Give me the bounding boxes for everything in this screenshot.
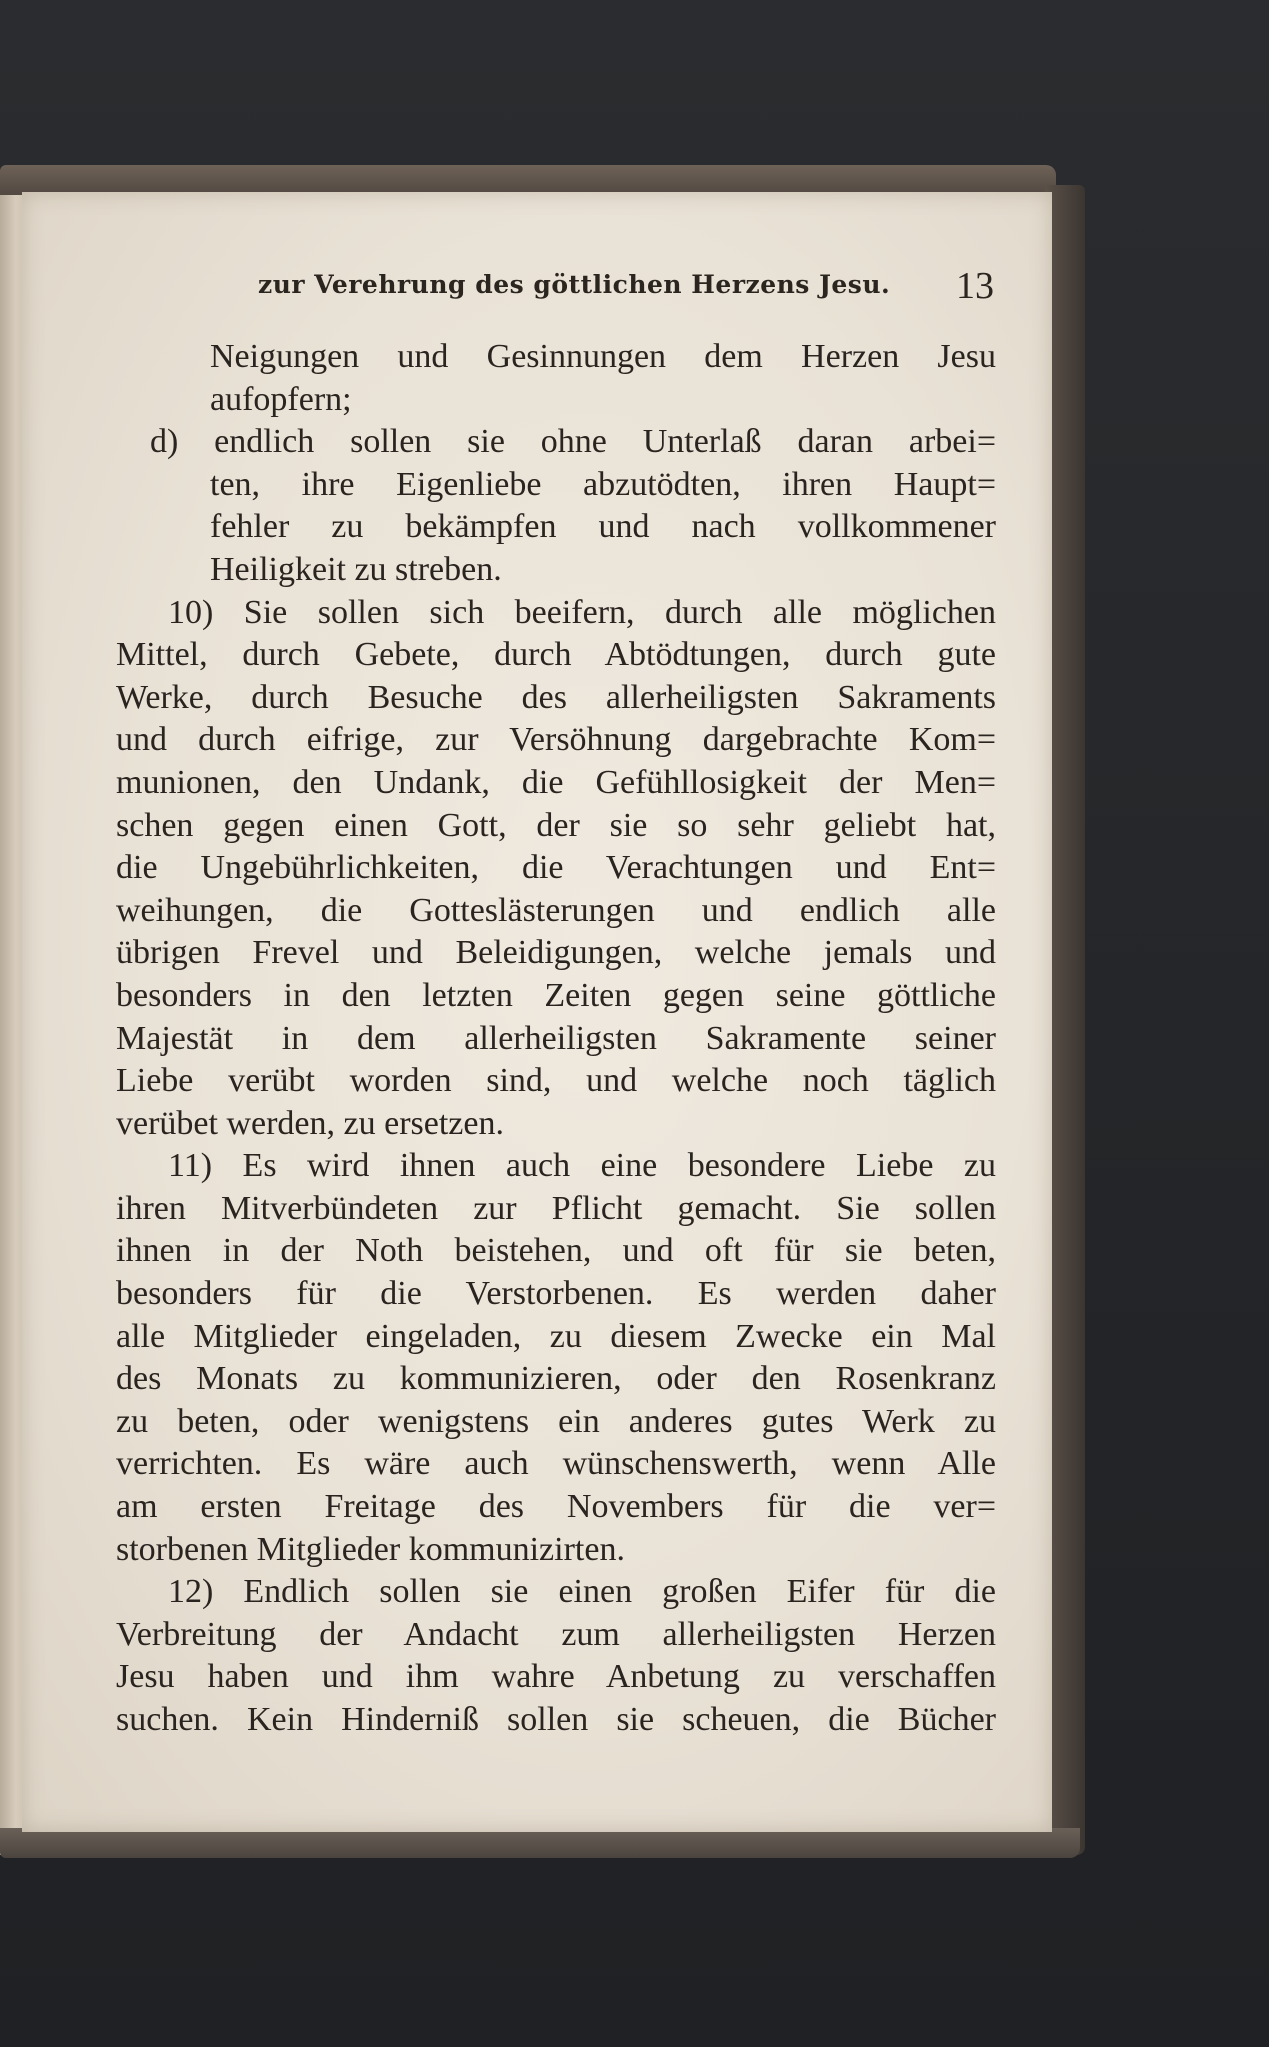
text-line: storbenen Mitglieder kommunizirten. bbox=[116, 1530, 625, 1568]
text-line: Majestät in dem allerheiligsten Sakramente seiner bbox=[116, 1019, 996, 1057]
text-line: fehler zu bekämpfen und nach vollkommener bbox=[210, 508, 996, 546]
text-line: besonders für die Verstorbenen. Es werden daher bbox=[116, 1275, 996, 1313]
text-line: Heiligkeit zu streben. bbox=[210, 550, 502, 588]
text-line: verübet werden, zu ersetzen. bbox=[116, 1104, 504, 1142]
text-line: 10) Sie sollen sich beeifern, durch alle möglichen bbox=[168, 593, 996, 631]
text-line: schen gegen einen Gott, der sie so sehr geliebt hat, bbox=[116, 806, 996, 844]
running-head: zur Verehrung des göttlichen Herzens Jesu. bbox=[258, 270, 891, 299]
text-line: die Ungebührlichkeiten, die Verachtungen und Ent= bbox=[116, 849, 996, 887]
page-header bbox=[258, 264, 1018, 316]
text-line: suchen. Kein Hinderniß sollen sie scheuen, die Bücher bbox=[116, 1701, 996, 1738]
text-line: Jesu haben und ihm wahre Anbetung zu verschaffen bbox=[116, 1658, 996, 1696]
text-line: munionen, den Undank, die Gefühllosigkeit der Men= bbox=[116, 763, 996, 801]
body-text bbox=[116, 336, 996, 1816]
text-line: Verbreitung der Andacht zum allerheiligsten Herzen bbox=[116, 1615, 996, 1653]
text-line: Liebe verübt worden sind, und welche noch täglich bbox=[116, 1062, 996, 1100]
text-line: aufopfern; bbox=[210, 380, 352, 418]
text-line: ten, ihre Eigenliebe abzutödten, ihren Haupt= bbox=[210, 465, 996, 503]
text-line: übrigen Frevel und Beleidigungen, welche jemals und bbox=[116, 934, 996, 972]
text-line: 12) Endlich sollen sie einen großen Eifer für die bbox=[168, 1573, 996, 1611]
text-line: ihnen in der Noth beistehen, und oft für sie beten, bbox=[116, 1232, 996, 1270]
text-line: verrichten. Es wäre auch wünschenswerth, wenn Alle bbox=[116, 1445, 996, 1483]
text-line: d) endlich sollen sie ohne Unterlaß daran arbei= bbox=[150, 423, 996, 461]
text-line: Mittel, durch Gebete, durch Abtödtungen, durch gute bbox=[116, 636, 996, 674]
book-cover-bottom-edge bbox=[0, 1828, 1080, 1858]
text-line: des Monats zu kommunizieren, oder den Rosenkranz bbox=[116, 1360, 996, 1398]
text-line: ihren Mitverbündeten zur Pflicht gemacht. Sie sollen bbox=[116, 1189, 996, 1227]
text-line: und durch eifrige, zur Versöhnung dargebrachte Kom= bbox=[116, 721, 996, 759]
text-line: weihungen, die Gotteslästerungen und endlich alle bbox=[116, 891, 996, 929]
text-line: zu beten, oder wenigstens ein anderes gutes Werk zu bbox=[116, 1402, 996, 1440]
text-line: Werke, durch Besuche des allerheiligsten Sakraments bbox=[116, 678, 996, 716]
page-number: 13 bbox=[956, 265, 994, 307]
text-line: alle Mitglieder eingeladen, zu diesem Zwecke ein Mal bbox=[116, 1317, 996, 1355]
text-line: besonders in den letzten Zeiten gegen seine göttliche bbox=[116, 976, 996, 1014]
text-line: am ersten Freitage des Novembers für die ver= bbox=[116, 1488, 996, 1526]
text-line: Neigungen und Gesinnungen dem Herzen Jesu bbox=[210, 338, 996, 375]
text-line: 11) Es wird ihnen auch eine besondere Liebe zu bbox=[168, 1147, 996, 1185]
